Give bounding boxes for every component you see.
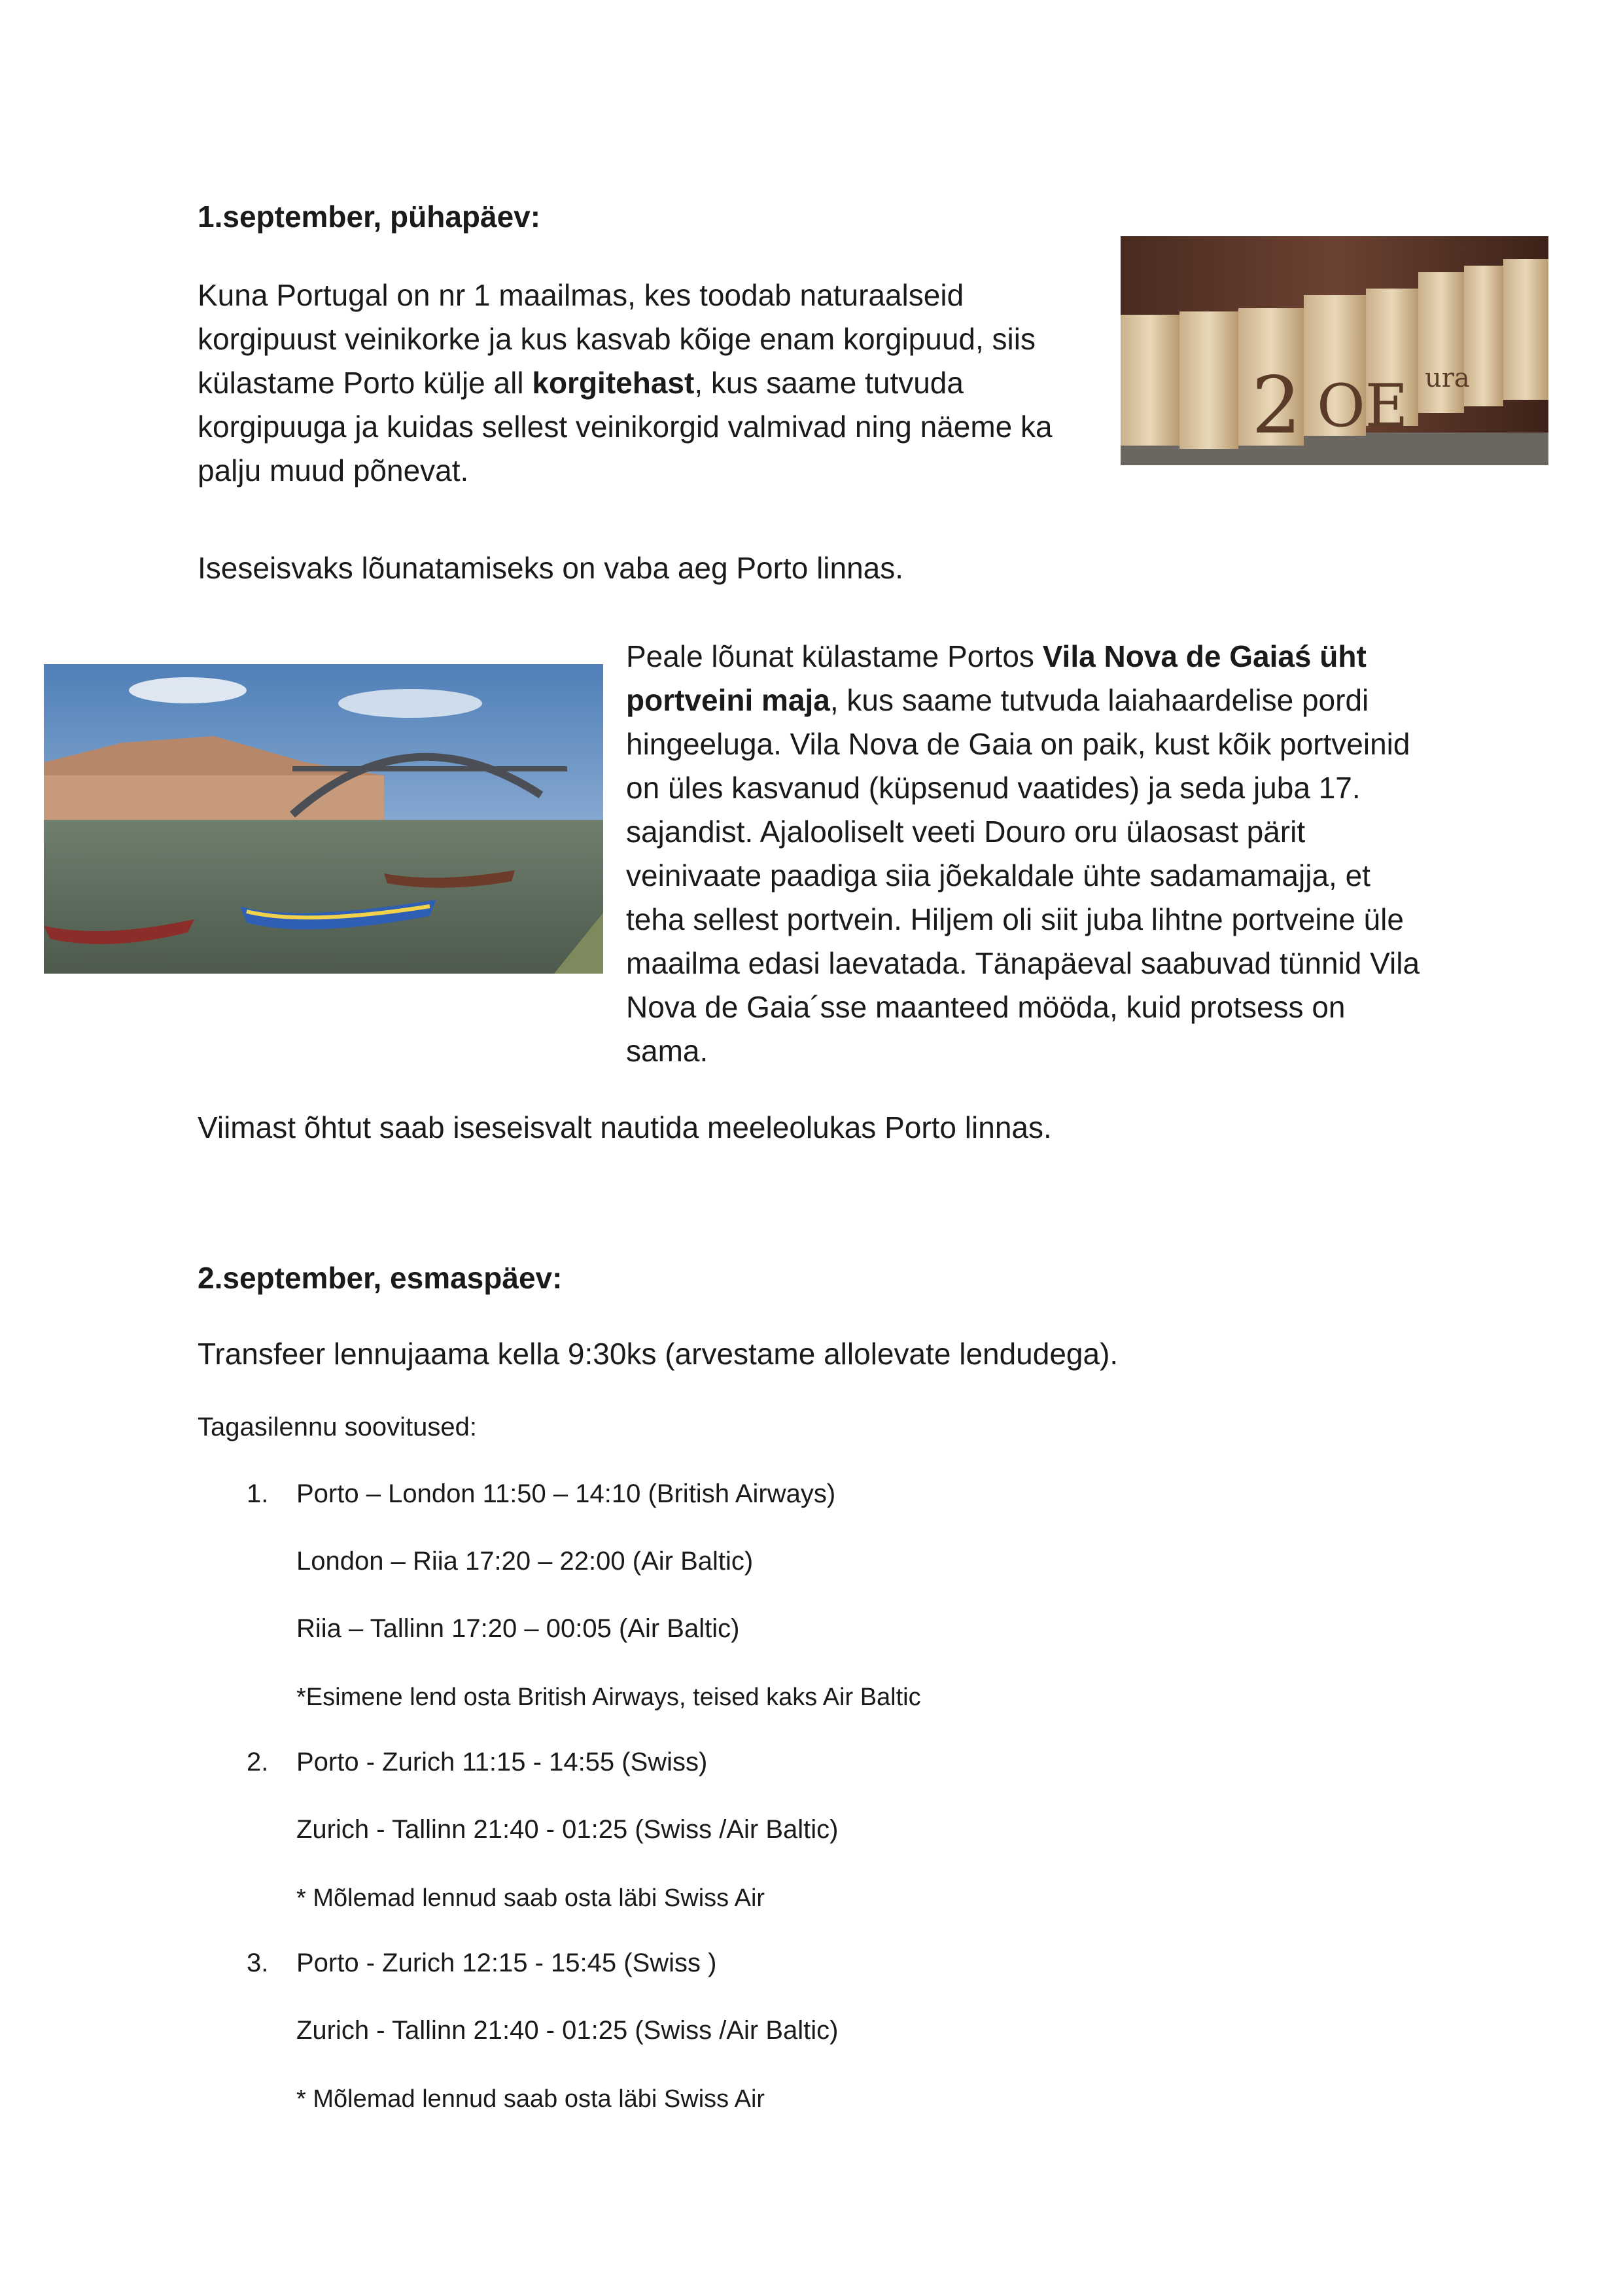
flight-note: *Esimene lend osta British Airways, teised kaks Air Baltic [296, 1684, 921, 1711]
svg-text:2: 2 [1251, 361, 1302, 451]
wine-corks-photo [1121, 236, 1548, 465]
day1-lunch-paragraph: Iseseisvaks lõunatamiseks on vaba aeg Porto linnas. [198, 551, 904, 585]
porto-river-photo [44, 664, 603, 974]
day1-heading: 1.september, pühapäev: [198, 200, 541, 234]
text-segment: , kus saame tutvuda laiahaardelise pordi hingeeluga. Vila Nova de Gaia on paik, kust kõik portveinid on üles kasvanud (küpsenud vaatides) ja seda juba 17. sajandist. Ajalooliselt veeti Douro oru ülaosast pärit veinivaate paadiga siia jõekaldale ühte sadamamajja, et teha sellest portvein. Hiljem oli siit juba lihtne portveine üle maailma edasi laevatada. Tänapäeval saabuvad tünnid Vila Nova de Gaia´sse maanteed mööda, kuid protsess on sama. [626, 683, 1420, 1068]
day1-evening-paragraph: Viimast õhtut saab iseseisvalt nautida meeleolukas Porto linnas. [198, 1110, 1052, 1144]
flight-note: * Mõlemad lennud saab osta läbi Swiss Air [296, 2085, 765, 2113]
day2-transfer-paragraph: Transfeer lennujaama kella 9:30ks (arvestame allolevate lendudega). [198, 1337, 1119, 1371]
flight-note: * Mõlemad lennud saab osta läbi Swiss Air [296, 1884, 765, 1912]
flight-line: Porto – London 11:50 – 14:10 (British Airways) [296, 1479, 836, 1508]
flight-line: Zurich - Tallinn 21:40 - 01:25 (Swiss /Air Baltic) [296, 1815, 839, 1844]
option-1-number: 1. [247, 1479, 269, 1508]
option-3-number: 3. [247, 1949, 269, 1977]
svg-text:ura: ura [1425, 363, 1470, 393]
day2-heading: 2.september, esmaspäev: [198, 1261, 563, 1295]
flight-line: Riia – Tallinn 17:20 – 00:05 (Air Baltic) [296, 1614, 740, 1643]
text-segment: Kuna Portugal on nr 1 maailmas, kes toodab naturaalseid korgipuust veinikorke ja kus kasvab kõige enam korgipuud, siis külastame Porto külje all [198, 278, 1036, 400]
bold-segment: Vila Nova de Gaiaś üht portveini maja [626, 639, 1367, 717]
day1-port-house-paragraph [626, 635, 1431, 1073]
text-segment: Peale lõunat külastame Portos [626, 639, 1043, 673]
return-flight-label: Tagasilennu soovitused: [198, 1413, 477, 1441]
text-segment: , kus saame tutvuda korgipuuga ja kuidas sellest veinikorgid valmivad ning näeme ka palju muud põnevat. [198, 366, 1053, 487]
svg-text:OE: OE [1317, 372, 1408, 440]
flight-line: Porto - Zurich 12:15 - 15:45 (Swiss ) [296, 1949, 717, 1977]
flight-line: London – Riia 17:20 – 22:00 (Air Baltic) [296, 1547, 754, 1576]
flight-line: Zurich - Tallinn 21:40 - 01:25 (Swiss /Air Baltic) [296, 2016, 839, 2045]
option-2-number: 2. [247, 1748, 269, 1776]
flight-line: Porto - Zurich 11:15 - 14:55 (Swiss) [296, 1748, 708, 1776]
bold-segment: korgitehast [532, 366, 695, 400]
day1-cork-factory-paragraph [198, 274, 1100, 493]
